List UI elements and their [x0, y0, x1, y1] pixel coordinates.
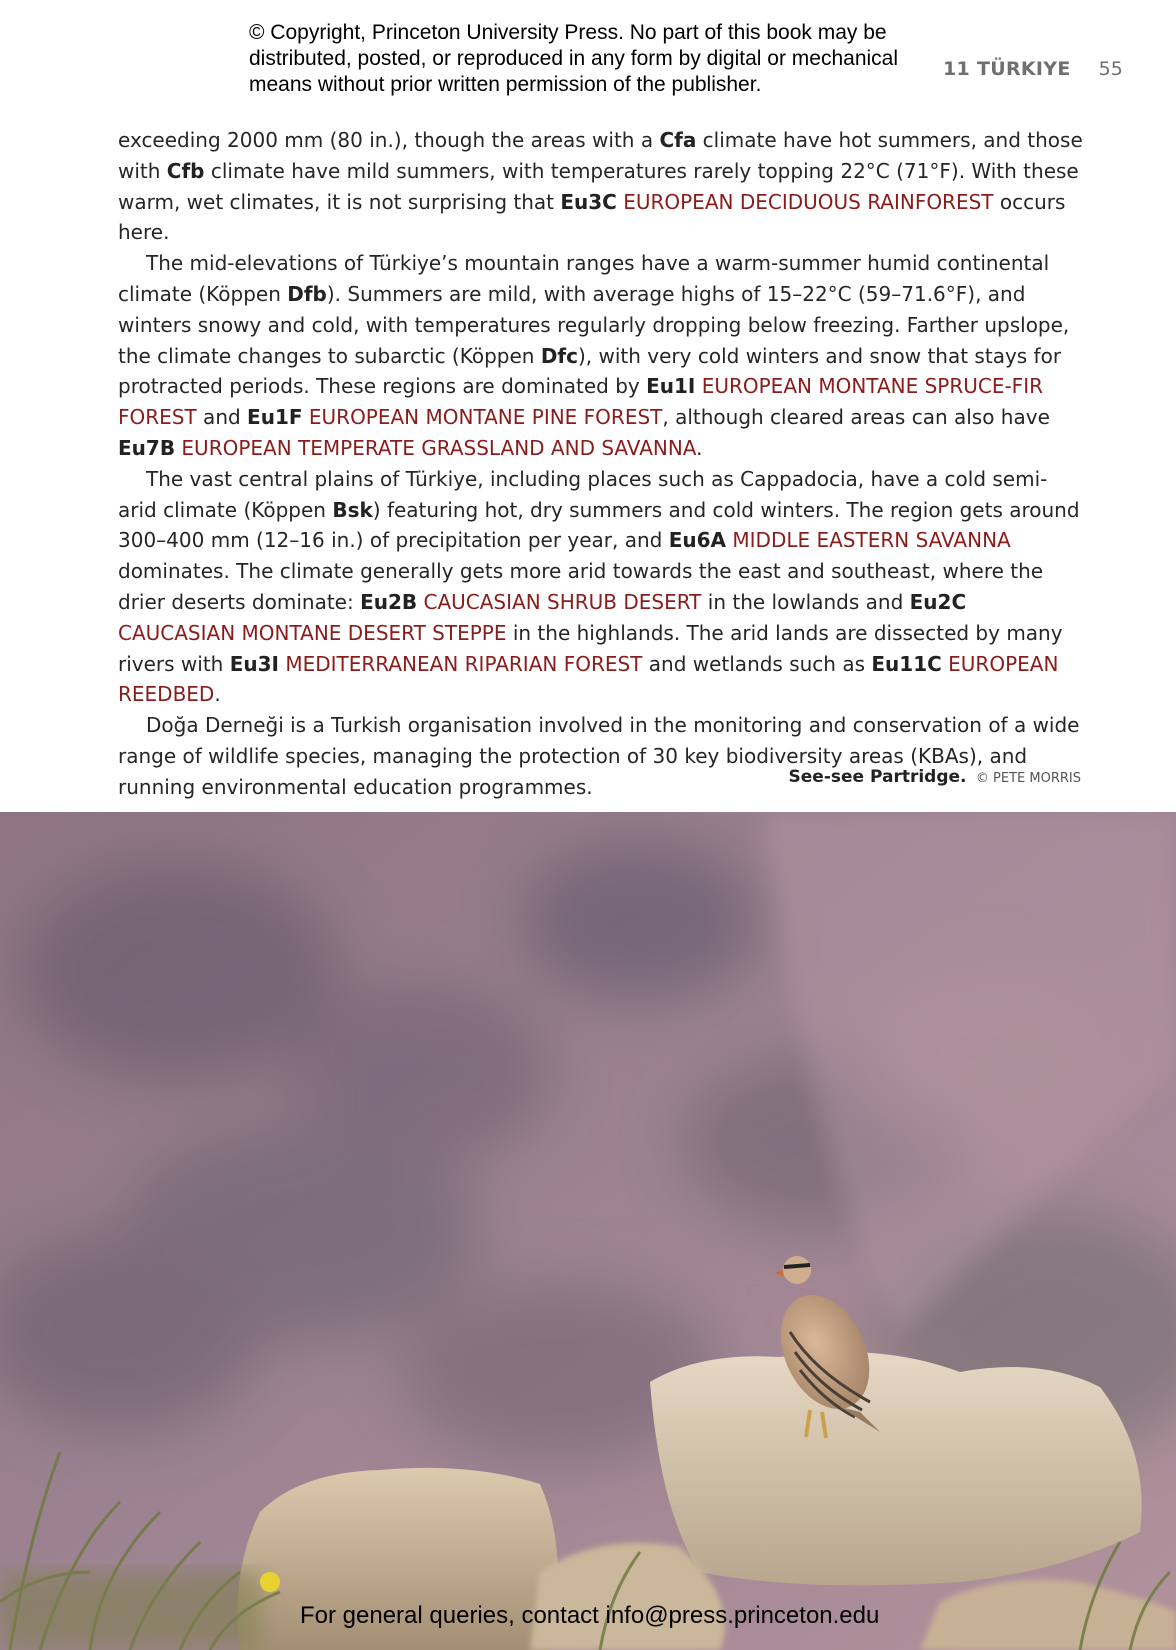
habitat-code: Eu6A — [668, 528, 727, 553]
text-run: and — [196, 405, 248, 430]
habitat-code: Eu11C — [871, 651, 942, 676]
text-run: Doğa Derneği is a Turkish organisation involved in the monitoring and conservation of a wide range of wildlife species, managing the protection of 30 key biodiversity areas (KBAs), and running environmental education programmes. — [118, 713, 1080, 799]
paragraph-3 — [118, 464, 1084, 710]
page-number: 55 — [1098, 58, 1123, 80]
habitat-code: Eu3C — [560, 189, 617, 214]
habitat-code: Eu7B — [118, 435, 176, 460]
photo-credit: © PETE MORRIS — [975, 771, 1081, 786]
text-run: . — [696, 435, 703, 460]
paragraph-4 — [118, 710, 1084, 802]
caption-title: See-see Partridge. — [788, 767, 967, 787]
photo-caption — [789, 767, 1081, 787]
habitat-code: Bsk — [332, 497, 373, 522]
text-run: The mid-elevations of Türkiye’s mountain ranges have a warm-summer humid continental climate (Köppen — [118, 251, 1050, 306]
text-run: exceeding 2000 mm (80 in.), though the areas with a — [118, 128, 660, 152]
habitat-name: MEDITERRANEAN RIPARIAN FOREST — [285, 651, 643, 676]
habitat-code: Eu1F — [247, 405, 303, 430]
text-run: in the highlands. The arid lands are dissected by many rivers with — [118, 620, 1063, 676]
habitat-name: EUROPEAN MONTANE SPRUCE-FIR FOREST — [118, 374, 1043, 430]
paragraph-2 — [118, 248, 1084, 464]
habitat-name: EUROPEAN DECIDUOUS RAINFOREST — [623, 189, 994, 214]
habitat-name: EUROPEAN TEMPERATE GRASSLAND AND SAVANNA — [181, 435, 697, 460]
text-run: in the lowlands and — [701, 589, 910, 614]
text-run: and wetlands such as — [642, 651, 872, 676]
text-run: The vast central plains of Türkiye, including places such as Cappadocia, have a cold semi-arid climate (Köppen — [118, 466, 1048, 522]
habitat-code: Eu2C — [909, 589, 967, 614]
yellow-flower — [260, 1572, 280, 1592]
habitat-name: MIDDLE EASTERN SAVANNA — [732, 528, 1011, 553]
text-run: , although cleared areas can also have — [662, 405, 1050, 430]
habitat-code: Dfb — [287, 281, 327, 306]
article-body — [118, 125, 1084, 803]
text-run: occurs here. — [118, 189, 1066, 245]
habitat-code: Eu3I — [229, 651, 279, 676]
habitat-code: Cfa — [659, 128, 697, 152]
text-run: dominates. The climate generally gets more arid towards the east and southeast, where the drier deserts dominate: — [118, 559, 1044, 614]
habitat-code: Cfb — [166, 158, 205, 183]
text-run: climate have mild summers, with temperatures rarely topping 22°C (71°F). With these warm, wet climates, it is not surprising that — [118, 158, 1079, 214]
text-run: . — [214, 682, 221, 707]
habitat-code: Eu1I — [646, 374, 696, 399]
partridge-photo — [0, 812, 1176, 1650]
habitat-name: EUROPEAN REEDBED — [118, 651, 1059, 707]
habitat-name: CAUCASIAN SHRUB DESERT — [423, 589, 702, 614]
habitat-code: Dfc — [540, 343, 578, 368]
text-run: ) featuring hot, dry summers and cold winters. The region gets around 300–400 mm (12–16 in.) of precipitation per year, and — [118, 497, 1080, 553]
photo-illustration — [0, 812, 1176, 1650]
habitat-name: EUROPEAN MONTANE PINE FOREST — [308, 405, 663, 430]
copyright-notice: © Copyright, Princeton University Press. No part of this book may be distributed, posted, or reproduced in any form by digital or mechanical means without prior written permission of the publisher. — [249, 21, 899, 96]
running-head — [943, 58, 1123, 80]
habitat-code: Eu2B — [360, 589, 418, 614]
chapter-title: 11 TÜRKIYE — [943, 58, 1071, 80]
text-run: ), with very cold winters and snow that stays for protracted periods. These regions are dominated by — [118, 343, 1062, 399]
paragraph-1 — [118, 125, 1084, 248]
habitat-name: CAUCASIAN MONTANE DESERT STEPPE — [118, 620, 507, 645]
footer-contact: For general queries, contact info@press.princeton.edu — [300, 1602, 880, 1629]
text-run: ). Summers are mild, with average highs of 15–22°C (59–71.6°F), and winters snowy and cold, with temperatures regularly dropping below freezing. Farther upslope, the climate changes to subarctic (Köppen — [118, 281, 1070, 368]
text-run: climate have hot summers, and those with — [118, 128, 1083, 183]
